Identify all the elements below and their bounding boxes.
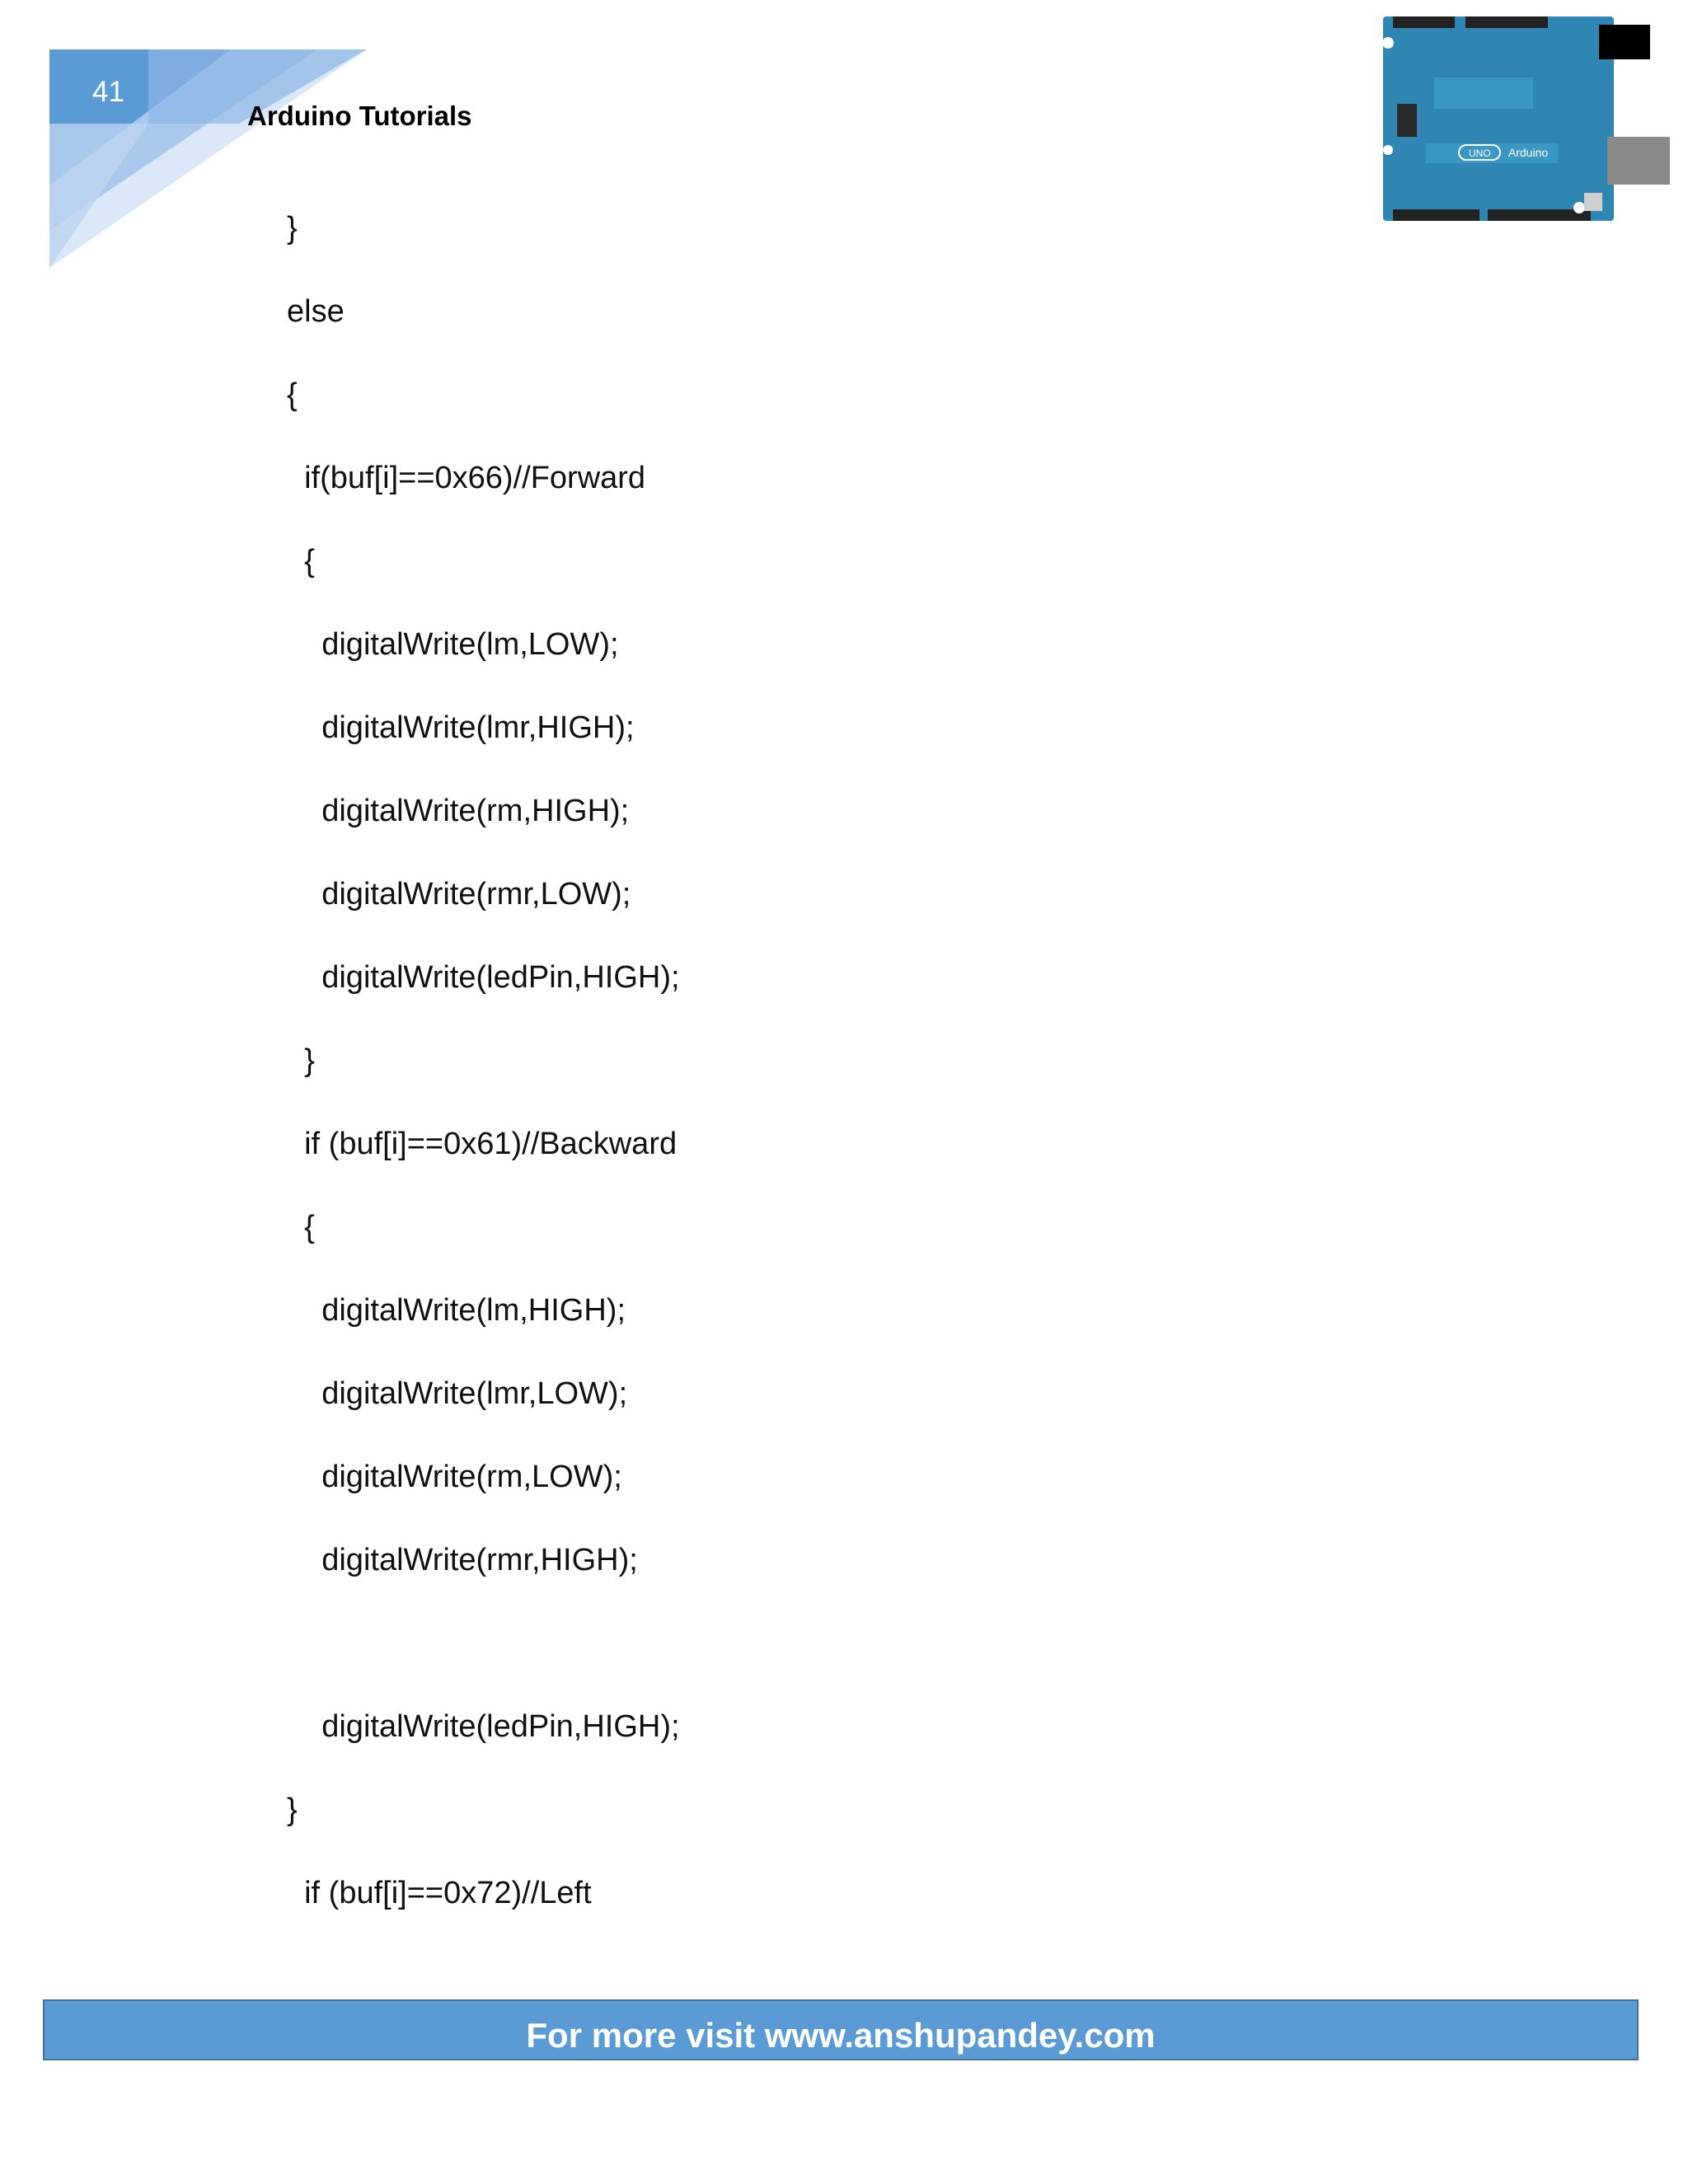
code-line: {: [287, 544, 315, 579]
footer-banner: [43, 1999, 1639, 2060]
code-line: digitalWrite(ledPin,HIGH);: [287, 1709, 680, 1744]
code-line: }: [287, 211, 298, 246]
header-title: Arduino Tutorials: [247, 101, 472, 131]
code-line: digitalWrite(lmr,HIGH);: [287, 710, 635, 745]
footer-link-text[interactable]: For more visit www.anshupandey.com: [526, 2016, 1156, 2055]
page-number: 41: [92, 76, 124, 108]
code-line: digitalWrite(rm,LOW);: [287, 1460, 622, 1494]
board-model-label: UNO: [1469, 148, 1491, 159]
code-line: digitalWrite(lm,HIGH);: [287, 1293, 626, 1328]
code-line: digitalWrite(rm,HIGH);: [287, 794, 630, 828]
code-line: digitalWrite(lm,LOW);: [287, 627, 619, 662]
code-line: }: [287, 1043, 315, 1078]
code-line: if (buf[i]==0x61)//Backward: [287, 1127, 678, 1161]
code-line: digitalWrite(lmr,LOW);: [287, 1376, 628, 1411]
code-line: {: [287, 377, 298, 412]
code-line: digitalWrite(rmr,LOW);: [287, 877, 631, 912]
code-line: {: [287, 1210, 315, 1244]
code-line: if(buf[i]==0x66)//Forward: [287, 461, 646, 495]
code-line: if (buf[i]==0x72)//Left: [287, 1876, 592, 1910]
board-brand-label: Arduino: [1508, 146, 1549, 159]
code-line: else: [287, 294, 345, 329]
code-line: digitalWrite(rmr,HIGH);: [287, 1543, 638, 1577]
code-line: digitalWrite(ledPin,HIGH);: [287, 960, 680, 995]
code-line: }: [287, 1793, 298, 1827]
